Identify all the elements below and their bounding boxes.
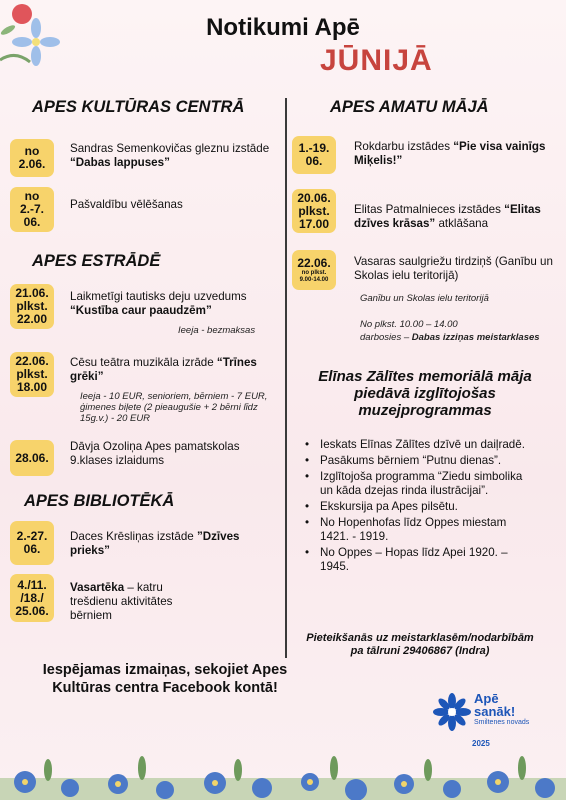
registration-note: Pieteikšanās uz meistarklasēm/nodarbībām pa tālruni 29406867 (Indra)	[306, 632, 534, 657]
event-location: Ganību un Skolas ielu teritorijā	[360, 293, 489, 304]
list-item: • Pasākums bērniem “Putnu dienas”.	[300, 454, 530, 468]
list-item: • No Oppes – Hopas līdz Apei 1920. – 1945.	[300, 546, 530, 574]
section-title-biblioteka: APES BIBLIOTĒKĀ	[24, 492, 175, 510]
page-subtitle-month: JŪNIJĀ	[320, 44, 433, 77]
event-text: Vasartēka – katru trešdienu aktivitātes bērniem	[70, 581, 173, 622]
section-title-estrade: APES ESTRĀDĒ	[32, 252, 161, 270]
event-text: Dāvja Ozoliņa Apes pamatskolas 9.klases izlaidums	[70, 440, 240, 467]
flower-border-icon	[0, 738, 566, 800]
date-badge: 21.06. plkst. 22.00	[10, 284, 54, 329]
list-item: • Ekskursija pa Apes pilsētu.	[300, 500, 530, 514]
date-badge: 20.06. plkst. 17.00	[292, 189, 336, 233]
list-item: • Izglītojoša programma “Ziedu simbolika un kāda dzejas rinda ilustrācijai”.	[300, 470, 530, 498]
list-item: • Ieskats Elīnas Zālītes dzīvē un daiļradē.	[300, 438, 530, 452]
section-title-amatu: APES AMATU MĀJĀ	[330, 98, 489, 116]
event-text: Sandras Semenkovičas gleznu izstāde “Dabas lappuses”	[70, 142, 270, 169]
event-note: Ieeja - bezmaksas	[178, 325, 256, 336]
event-note: No plkst. 10.00 – 14.00 darbosies – Dabas izziņas meistarklases	[360, 319, 540, 343]
event-note: Ieeja - 10 EUR, senioriem, bērniem - 7 EUR, ģimenes biļete (2 pieaugušie + 2 bērni līdz 15g.v.) - 20 EUR	[80, 391, 268, 424]
event-text: Vasaras saulgriežu tirdziņš (Ganību un Skolas ielu teritorijā)	[354, 255, 553, 282]
date-badge: 2.-27. 06.	[10, 521, 54, 565]
logo-text: Apē sanāk!	[474, 691, 516, 719]
date-badge: 22.06. plkst. 18.00	[10, 352, 54, 397]
event-text: Cēsu teātra muzikāla izrāde “Trīnes grēki”	[70, 356, 257, 383]
section-title-kulturas: APES KULTŪRAS CENTRĀ	[32, 98, 245, 116]
memorial-title: Elīnas Zālītes memoriālā māja piedāvā izglītojošas muzejprogrammas	[318, 368, 532, 419]
page-title: Notikumi Apē	[206, 14, 360, 41]
logo-year: 2025	[472, 739, 490, 748]
date-badge: no 2.06.	[10, 139, 54, 177]
date-badge: no 2.-7. 06.	[10, 187, 54, 232]
date-badge: 1.-19. 06.	[292, 136, 336, 174]
date-badge: 28.06.	[10, 440, 54, 476]
date-badge: 4./11. /18./ 25.06.	[10, 574, 54, 622]
event-text: Daces Krēsliņas izstāde ”Dzīves prieks”	[70, 530, 240, 557]
event-text: Elitas Patmalnieces izstādes “Elitas dzīves krāsas” atklāšana	[354, 203, 541, 230]
logo-subtitle: Smiltenes novads	[474, 719, 530, 726]
memorial-program-list	[300, 438, 530, 576]
event-text: Pašvaldību vēlēšanas	[70, 198, 183, 211]
column-divider	[285, 98, 287, 658]
list-item: • No Hopenhofas līdz Oppes miestam 1421. - 1919.	[300, 516, 530, 544]
date-badge: 22.06. no plkst. 9.00-14.00	[292, 250, 336, 290]
footer-note: Iespējamas izmaiņas, sekojiet Apes Kultūras centra Facebook kontā!	[42, 662, 288, 696]
event-text: Rokdarbu izstādes “Pie visa vainīgs Miķelis!”	[354, 140, 546, 167]
event-text: Laikmetīgi tautisks deju uzvedums “Kustība caur paaudzēm”	[70, 290, 247, 317]
